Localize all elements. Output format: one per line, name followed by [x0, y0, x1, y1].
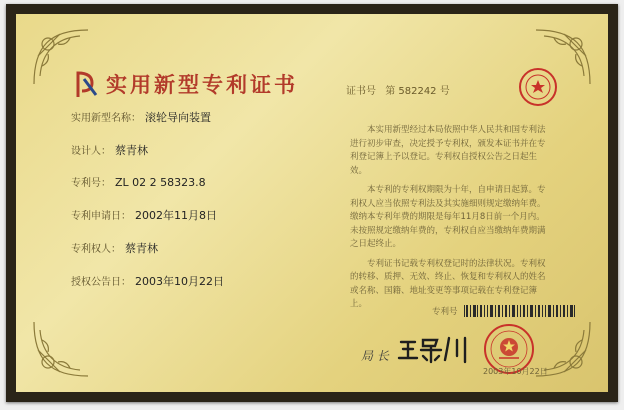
barcode-label: 专利号 [432, 307, 458, 317]
signature-label: 局 长 [361, 349, 389, 363]
certificate-number-value: 第 582242 号 [385, 86, 450, 97]
title-row [74, 69, 298, 99]
field-value: 蔡青林 [125, 242, 158, 255]
patent-office-logo-icon [74, 69, 100, 99]
field-value: 2002年11月8日 [135, 209, 217, 222]
signature-row [361, 334, 471, 364]
field-value: 2003年10月22日 [135, 275, 224, 288]
field-value: ZL 02 2 58323.8 [115, 176, 206, 189]
field-label: 专利申请日： [71, 211, 131, 222]
issue-date: 2003年10月22日 [483, 367, 548, 376]
handwritten-signature-icon [397, 334, 471, 364]
certificate-body-text [350, 124, 550, 318]
field-label: 专利权人： [71, 244, 121, 255]
field-patent-number [71, 174, 206, 189]
field-value: 蔡青林 [115, 144, 148, 157]
certificate-frame [6, 4, 618, 402]
barcode-icon [464, 305, 576, 317]
field-label: 设计人： [71, 146, 111, 157]
field-label: 实用新型名称： [71, 113, 141, 124]
field-label: 授权公告日： [71, 277, 131, 288]
body-paragraph: 本专利的专利权期限为十年，自申请日起算。专利权人应当依照专利法及其实施细则规定缴纳年费。缴纳本专利年费的期限是每年11月8日前一个月内。未按照规定缴纳年费的，专利权自应当缴纳年费期满之日起终止。 [350, 185, 546, 249]
body-paragraph: 专利证书记载专利权登记时的法律状况。专利权的转移、质押、无效、终止、恢复和专利权人的姓名或名称、国籍、地址变更等事项记载在专利登记簿上。 [350, 258, 546, 309]
barcode-row [432, 305, 576, 317]
certificate-number [346, 82, 450, 97]
field-filing-date [71, 207, 217, 223]
field-name [71, 109, 211, 125]
certificate-plate [16, 14, 608, 392]
body-paragraph: 本实用新型经过本局依照中华人民共和国专利法进行初步审查，决定授予专利权，颁发本证书并在专利登记簿上予以登记。专利权自授权公告之日起生效。 [350, 125, 546, 176]
field-grant-date [71, 273, 224, 289]
registration-stamp-icon [517, 66, 559, 108]
field-label: 专利号： [71, 178, 111, 189]
certificate-number-label: 证书号 [346, 86, 376, 97]
corner-ornament-icon [30, 318, 92, 380]
certificate-title: 实用新型专利证书 [106, 72, 298, 97]
field-patentee [71, 240, 158, 256]
field-value: 滚轮导向装置 [145, 111, 211, 124]
field-designer [71, 142, 148, 158]
